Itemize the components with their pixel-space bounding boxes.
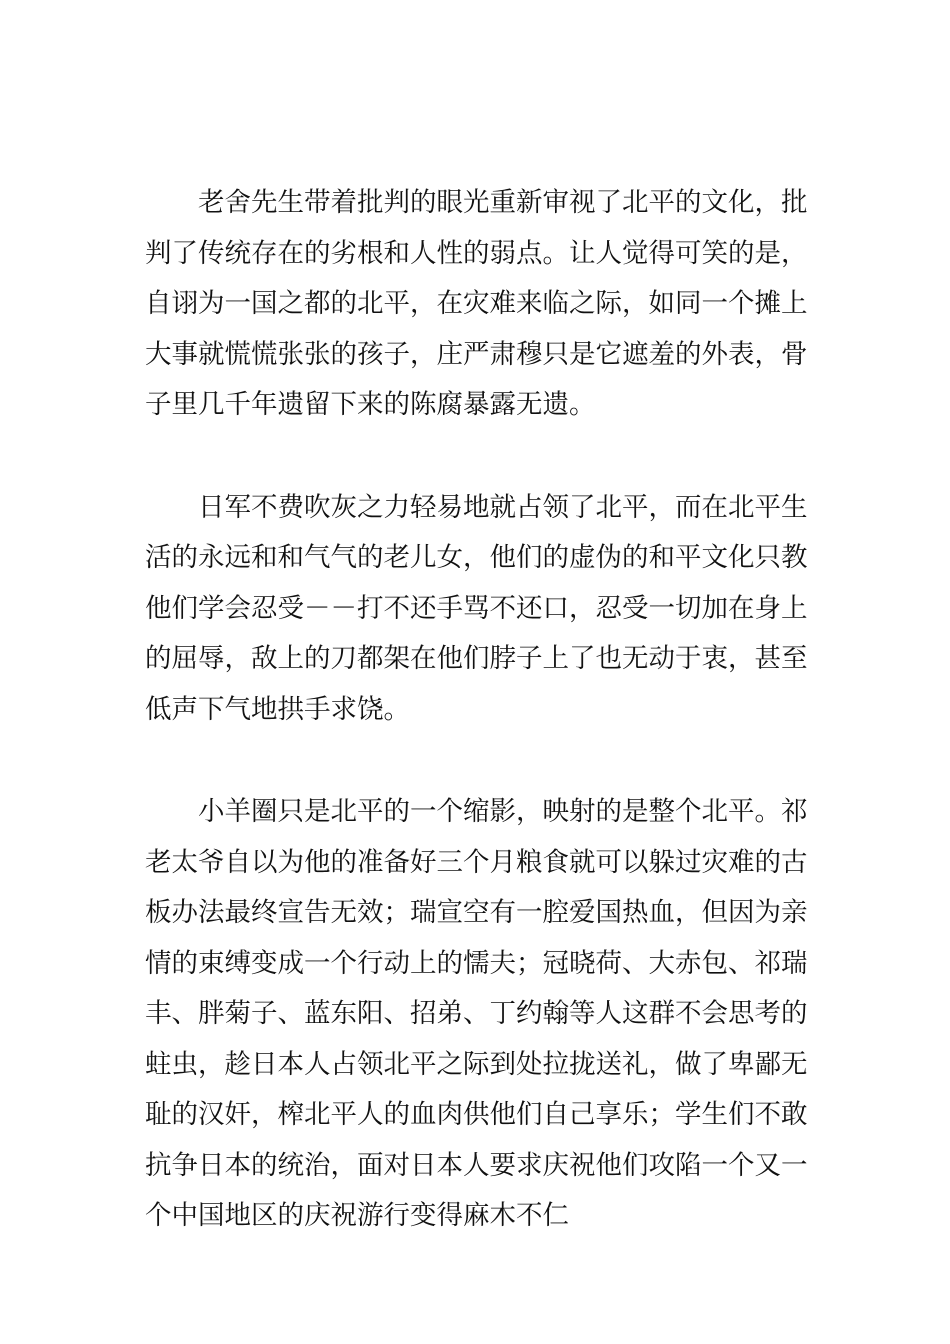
paragraph-line: 活的永远和和气气的老儿女，他们的虚伪的和平文化只教	[145, 542, 808, 573]
paragraph-line: 小羊圈只是北平的一个缩影，映射的是整个北平。祁	[198, 796, 808, 827]
paragraph-line: 子里几千年遗留下来的陈腐暴露无遗。	[145, 389, 596, 420]
paragraph-line: 个中国地区的庆祝游行变得麻木不仁	[145, 1200, 569, 1231]
text-body	[145, 178, 810, 1242]
paragraph-line: 耻的汉奸，榨北平人的血肉供他们自己享乐；学生们不敢	[145, 1099, 808, 1130]
paragraph-2	[145, 483, 810, 736]
paragraph-line: 老舍先生带着批判的眼光重新审视了北平的文化，批	[198, 187, 808, 218]
paragraph-line: 抗争日本的统治，面对日本人要求庆祝他们攻陷一个又一	[145, 1149, 808, 1181]
paragraph-line: 蛀虫，趁日本人占领北平之际到处拉拢送礼，做了卑鄙无	[145, 1048, 808, 1080]
paragraph-line: 大事就慌慌张张的孩子，庄严肃穆只是它遮羞的外表，骨	[145, 338, 808, 370]
paragraph-1	[145, 178, 810, 431]
paragraph-line: 自诩为一国之都的北平，在灾难来临之际，如同一个摊上	[145, 288, 808, 319]
paragraph-line: 丰、胖菊子、蓝东阳、招弟、丁约翰等人这群不会思考的	[145, 998, 808, 1029]
paragraph-line: 低声下气地拱手求饶。	[145, 693, 410, 725]
paragraph-line: 判了传统存在的劣根和人性的弱点。让人觉得可笑的是，	[145, 237, 808, 269]
paragraph-line: 他们学会忍受－－打不还手骂不还口，忍受一切加在身上	[145, 592, 808, 624]
paragraph-line: 板办法最终宣告无效；瑞宣空有一腔爱国热血，但因为亲	[145, 897, 808, 928]
paragraph-line: 情的束缚变成一个行动上的懦夫；冠晓荷、大赤包、祁瑞	[145, 947, 808, 979]
paragraph-line: 的屈辱，敌上的刀都架在他们脖子上了也无动于衷，甚至	[145, 643, 808, 674]
paragraph-line: 老太爷自以为他的准备好三个月粮食就可以躲过灾难的古	[145, 846, 808, 878]
paragraph-line: 日军不费吹灰之力轻易地就占领了北平，而在北平生	[198, 491, 808, 523]
paragraph-3	[145, 787, 810, 1242]
